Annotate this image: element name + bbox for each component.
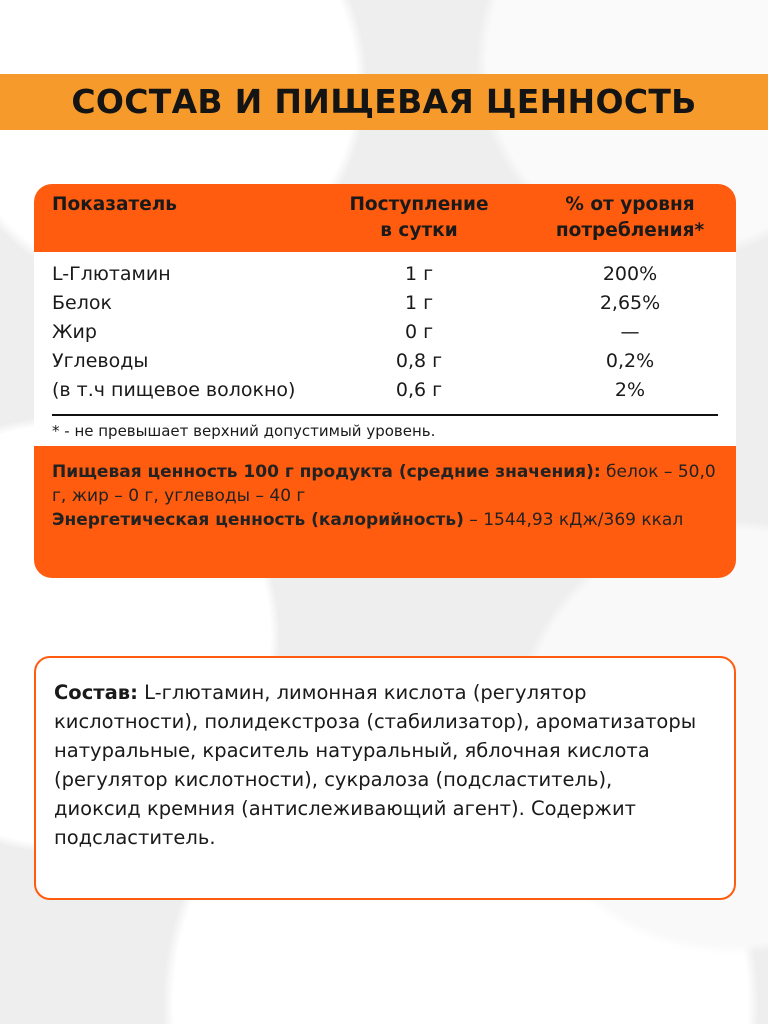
table-body — [34, 252, 736, 446]
nutrition-value — [52, 460, 724, 508]
nutrition-summary — [52, 460, 724, 532]
row-intake: 0,8 г — [395, 350, 443, 372]
header-indicator: Показатель — [52, 194, 177, 215]
row-name: Жир — [52, 321, 97, 343]
header-percent — [528, 192, 732, 244]
energy-value-label: Энергетическая ценность (калорийность) — [52, 510, 464, 530]
header-daily-intake-line2: в сутки — [380, 220, 458, 241]
energy-value — [52, 508, 724, 532]
header-percent-line2: потребления* — [555, 220, 705, 241]
row-intake: 0,6 г — [395, 379, 443, 401]
row-percent: 2% — [614, 379, 646, 401]
composition-label: Состав: — [54, 681, 138, 704]
table-row — [34, 260, 736, 289]
table-header — [34, 184, 736, 252]
row-name: Белок — [52, 292, 112, 314]
row-percent: — — [620, 321, 640, 343]
table-divider — [52, 414, 718, 416]
row-name: Углеводы — [52, 350, 149, 372]
row-name: L-Глютамин — [52, 263, 171, 285]
table-row — [34, 376, 736, 405]
composition-box — [34, 656, 736, 900]
header-percent-line1: % от уровня — [565, 194, 695, 215]
row-intake: 0 г — [404, 321, 434, 343]
row-percent: 0,2% — [605, 350, 655, 372]
composition-text — [54, 678, 704, 852]
page-title: СОСТАВ И ПИЩЕВАЯ ЦЕННОСТЬ — [71, 82, 697, 121]
row-name: (в т.ч пищевое волокно) — [52, 379, 296, 401]
table-row — [34, 318, 736, 347]
row-percent: 2,65% — [599, 292, 661, 314]
nutrition-value-text: белок – 50,0 г, жир – 0 г, углеводы – 40 г — [52, 462, 716, 506]
nutrition-value-label: Пищевая ценность 100 г продукта (средние значения): — [52, 462, 601, 482]
row-intake: 1 г — [404, 292, 434, 314]
header-daily-intake — [319, 192, 519, 244]
footnote: * - не превышает верхний допустимый уровень. — [52, 422, 436, 440]
table-row — [34, 289, 736, 318]
header-daily-intake-line1: Поступление — [349, 194, 489, 215]
row-intake: 1 г — [404, 263, 434, 285]
nutrition-card — [34, 184, 736, 578]
composition-ingredients: L-глютамин, лимонная кислота (регулятор кислотности), полидекстроза (стабилизатор), ароматизаторы натуральные, краситель натуральный, яблочная кислота (регулятор кислотности), сукралоза (подсластитель), диоксид кремния (антислеживающий агент). Содержит подсластитель. — [54, 681, 697, 849]
table-row — [34, 347, 736, 376]
row-percent: 200% — [602, 263, 658, 285]
energy-value-text: – 1544,93 кДж/369 ккал — [463, 510, 684, 530]
